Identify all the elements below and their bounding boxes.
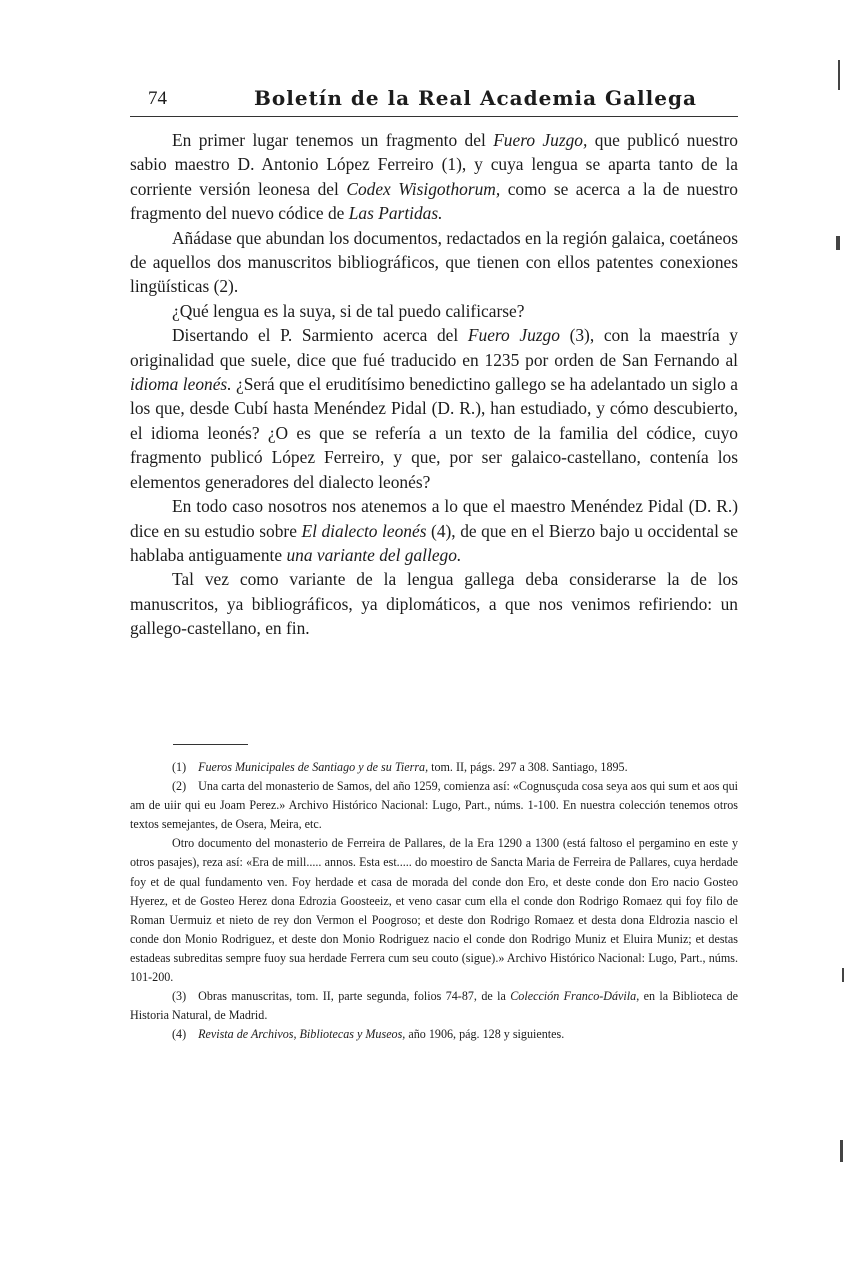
footnote-2-number: (2) bbox=[172, 779, 187, 794]
footnote-4-italic: Revista de Archivos, Bibliotecas y Museos, bbox=[198, 1027, 406, 1042]
footnote-4-number: (4) bbox=[172, 1027, 187, 1042]
p4-italic-fuero-juzgo: Fuero Juzgo bbox=[467, 325, 560, 346]
footnote-3-text-1: Obras manuscritas, tom. II, parte segunda, folios 74-87, de la bbox=[198, 989, 511, 1004]
running-title: Boletín de la Real Academia Gallega bbox=[254, 86, 697, 110]
p1-italic-codex: Codex Wisigothorum, bbox=[346, 178, 501, 199]
footnote-3-italic: Colección Franco-Dávila, bbox=[510, 989, 640, 1004]
footnote-1 bbox=[130, 758, 738, 777]
scan-edge-mark bbox=[840, 1140, 843, 1162]
footnote-2-continued: Otro documento del monasterio de Ferreira de Pallares, de la Era 1290 a 1300 (está faltoso el pergamino en este y otros pasajes), reza así: «Era de mill..... annos. Esta est..... do moestiro de Sancta Maria de Ferreira de Pallares, cuya herdade foy et de qual fundamento ven. Foy herdade et casa de morada del conde don Ero, et deste conde don Ero nacio Gosteo Hyerez, et de Gosteo Herez dona Edrozia Goosteeiz, et veno casar cum ella el conde don Rodrigo Romaez qui foy filo de Roman Uermuiz et nieto de rey don Vermon el Poogroso; et deste don Rodrigo Romaez et desta dona Eldrozia nascio el conde don Monio Rodriguez, et deste don Monio Rodriguez nacio el conde don Rodrigo Muniz et Eluira Muniz; et destas estadeas subreditas sempre fuoy sua herdade Ferrera cum seu couto (sigue).» Archivo Histórico Nacional: Lugo, Part., núms. 101-200. bbox=[130, 836, 738, 985]
scan-edge-mark bbox=[842, 968, 844, 982]
p5-text-1: En todo caso nosotros nos atenemos a lo que el maestro Menéndez Pidal (D. R.) dice en su estudio sobre bbox=[130, 496, 738, 541]
footnote-1-text: tom. II, págs. 297 a 308. Santiago, 1895. bbox=[428, 760, 628, 774]
paragraph-4 bbox=[130, 323, 738, 494]
page-header bbox=[130, 86, 738, 117]
footnote-3-text-2: en la Biblioteca de Historia Natural, de Madrid. bbox=[130, 989, 738, 1023]
p5-italic-dialecto: El dialecto leonés bbox=[301, 520, 427, 541]
p1-text-1: En primer lugar tenemos un fragmento del bbox=[172, 130, 494, 150]
p4-italic-idioma-leones: idioma leonés. bbox=[130, 374, 232, 395]
p5-text-2: (4), de que en el Bierzo bajo u occidental se hablaba antiguamente bbox=[130, 520, 738, 565]
paragraph-6: Tal vez como variante de la lengua gallega deba considerarse la de los manuscritos, ya bibliográficos, ya diplomáticos, a que nos venimos refiriendo: un gallego-castellano, en fin. bbox=[130, 569, 738, 639]
page-number: 74 bbox=[148, 88, 167, 109]
footnote-4-text: año 1906, pág. 128 y siguientes. bbox=[405, 1027, 565, 1042]
paragraph-3: ¿Qué lengua es la suya, si de tal puedo calificarse? bbox=[172, 300, 525, 321]
p5-italic-variante: una variante del gallego. bbox=[286, 544, 462, 565]
footnote-2 bbox=[130, 777, 738, 834]
footnote-1-italic: Fueros Municipales de Santiago y de su Tierra, bbox=[198, 760, 429, 774]
p1-text-3: como se acerca a la de nuestro fragmento del nuevo códice de bbox=[130, 178, 738, 224]
paragraph-1 bbox=[130, 128, 738, 226]
footnote-2-text: Una carta del monasterio de Samos, del año 1259, comienza así: «Cognusçuda cosa seya aos qui sum et aos qui am de uiir qui eu Joam Perez.» Archivo Histórico Nacional: Lugo, Part., núms. 1-100. En nuestra colección tenemos otros textos semejantes, de Osera, Meira, etc. bbox=[130, 779, 738, 832]
scan-edge-mark bbox=[838, 60, 840, 90]
p4-text-1: Disertando el P. Sarmiento acerca del bbox=[172, 325, 468, 346]
footnote-3 bbox=[130, 987, 738, 1025]
footnote-separator bbox=[173, 744, 248, 745]
scan-edge-mark bbox=[836, 236, 840, 250]
footnote-3-number: (3) bbox=[172, 989, 187, 1004]
footnote-1-number: (1) bbox=[172, 760, 187, 774]
paragraph-2: Añádase que abundan los documentos, redactados en la región galaica, coetáneos de aquellos dos manuscritos bibliográficos, que tienen con ellos patentes conexiones lingüísticas (2). bbox=[130, 227, 738, 297]
p4-text-3: ¿Será que el eruditísimo benedictino gallego se ha adelantado un siglo a los que, desde Cubí hasta Menéndez Pidal (D. R.), han estudiado, y cómo descubierto, el idioma leonés? ¿O es que se refería a un texto de la familia del códice, cuyo fragmento publicó López Ferreiro, y que, por ser galaico-castellano, contenía los elementos generadores del dialecto leonés? bbox=[130, 374, 738, 492]
paragraph-5 bbox=[130, 494, 738, 567]
p1-text-2: que publicó nuestro sabio maestro D. Antonio López Ferreiro (1), y cuya lengua se aparta tanto de la corriente versión leonesa del bbox=[130, 130, 738, 199]
footnotes bbox=[130, 758, 738, 1044]
footnote-4 bbox=[130, 1025, 738, 1044]
p4-text-2: (3), con la maestría y originalidad que suele, dice que fué traducido en 1235 por orden de San Fernando al bbox=[130, 325, 738, 370]
body-text bbox=[130, 128, 738, 641]
p1-italic-partidas: Las Partidas. bbox=[348, 203, 443, 224]
p1-italic-fuero-juzgo: Fuero Juzgo, bbox=[493, 130, 588, 150]
